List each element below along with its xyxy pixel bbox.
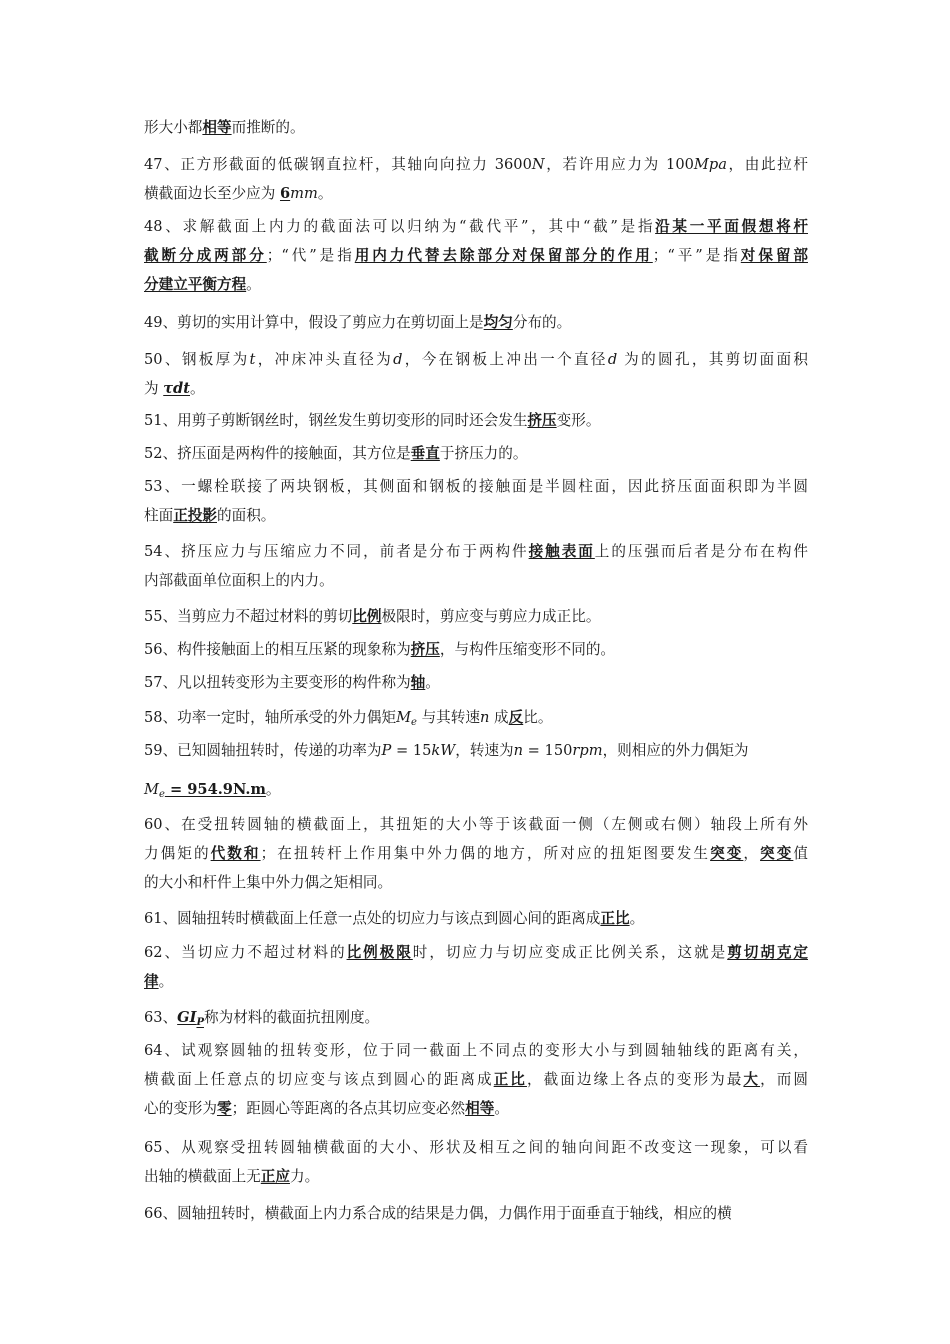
text-run: M: [144, 781, 159, 798]
text-run: 53、一螺栓联接了两块钢板，其侧面和钢板的接触面是半圆柱面，因此挤压面面积即为半圆: [144, 478, 808, 495]
text-line: [144, 967, 808, 996]
text-run: 而推断的。: [231, 119, 305, 136]
text-line: [144, 810, 808, 839]
text-run: 。: [190, 380, 205, 397]
text-line: [144, 904, 808, 933]
text-run: 心的变形为: [144, 1100, 217, 1117]
question-63: [144, 1003, 808, 1032]
question-56: [144, 635, 808, 664]
text-line: [144, 406, 808, 435]
question-61: [144, 904, 808, 933]
text-line: [144, 374, 808, 403]
answer-blank: 均匀: [483, 314, 513, 331]
text-line: [144, 1036, 808, 1065]
text-run: ，若许用应力为 100: [544, 156, 694, 173]
text-run: 横截面边长至少应为: [144, 185, 280, 202]
text-line: [144, 345, 808, 374]
text-run: ，: [743, 845, 761, 862]
text-run: 为的圆孔，其剪切面面积: [617, 351, 808, 368]
text-run: ，截面边缘上各点的变形为最: [526, 1071, 744, 1088]
text-run: 61、圆轴扭转时横截面上任意一点处的切应力与该点到圆心间的距离成: [144, 910, 601, 927]
text-line: [144, 1162, 808, 1191]
question-51: [144, 406, 808, 435]
answer-blank: 剪切胡克定: [727, 944, 808, 961]
text-run: kW: [431, 742, 456, 759]
text-line: [144, 537, 808, 566]
answer-blank: 大: [743, 1071, 761, 1088]
answer-blank: 正比: [493, 1071, 527, 1088]
text-run: d: [393, 351, 403, 368]
text-line: [144, 113, 808, 142]
text-run: t: [249, 351, 256, 368]
answer-blank: 接触表面: [528, 543, 595, 560]
text-run: 54、挤压应力与压缩应力不同，前者是分布于两构件: [144, 543, 529, 560]
answer-blank: 相等: [465, 1100, 495, 1117]
text-line: [144, 270, 808, 299]
text-run: 58、功率一定时，轴所承受的外力偶矩: [144, 709, 397, 726]
text-run: rpm: [572, 742, 603, 759]
text-run: 66、圆轴扭转时，横截面上内力系合成的结果是力偶，力偶作用于面垂直于轴线，相应的横: [144, 1205, 732, 1222]
answer-blank: GI: [177, 1009, 197, 1026]
text-run: ，与构件压缩变形不同的。: [439, 641, 616, 658]
text-run: ，今在钢板上冲出一个直径: [402, 351, 608, 368]
answer-blank: 正比: [600, 910, 630, 927]
text-run: 为: [144, 380, 164, 397]
text-run: 48、求解截面上内力的截面法可以归纳为“截代平”，其中“截”是指: [144, 218, 656, 235]
text-run: e: [158, 789, 165, 800]
text-run: 。: [629, 910, 645, 927]
text-line: [144, 703, 808, 732]
text-run: ，转速为: [455, 742, 514, 759]
text-run: 。: [425, 674, 440, 691]
answer-blank: 反: [508, 709, 524, 726]
text-line: [144, 212, 808, 241]
question-54: [144, 537, 808, 595]
text-run: M: [396, 709, 412, 726]
text-line: [144, 602, 808, 631]
text-run: 称为材料的截面抗扭刚度。: [204, 1009, 380, 1026]
text-run: = 15: [391, 742, 432, 759]
answer-blank: 相等: [202, 119, 232, 136]
answer-blank: 沿某一平面假想将杆: [655, 218, 808, 235]
question-58: [144, 703, 808, 732]
answer-blank: 零: [216, 1100, 232, 1117]
answer-blank: 用内力代替去除部分对保留部分的作用: [354, 247, 653, 264]
answer-blank: 突变: [710, 845, 744, 862]
text-run: 分布的。: [512, 314, 572, 331]
question-66: [144, 1199, 808, 1228]
answer-blank: 挤压: [527, 412, 557, 429]
text-line: [144, 566, 808, 595]
text-run: 变形。: [556, 412, 601, 429]
answer-blank: 6: [279, 185, 291, 202]
text-line: [144, 635, 808, 664]
text-run: 时，切应力与切应变成正比例关系，这就是: [412, 944, 728, 961]
text-line: [144, 439, 808, 468]
text-run: ，则相应的外力偶矩为: [602, 742, 749, 759]
text-line: [144, 179, 808, 208]
text-run: 56、构件接触面上的相互压紧的现象称为: [144, 641, 411, 658]
text-line: [144, 1003, 808, 1032]
text-line: [144, 1199, 808, 1228]
text-run: ；在扭转杆上作用集中外力偶的地方，所对应的扭矩图要发生: [260, 845, 711, 862]
text-run: = 150: [523, 742, 573, 759]
text-run: 柱面: [144, 507, 174, 524]
text-run: 出轴的横截面上无: [144, 1168, 261, 1185]
text-run: 力。: [289, 1168, 320, 1185]
question-59: [144, 736, 808, 765]
text-run: Mpa: [693, 156, 727, 173]
question-49: [144, 308, 808, 337]
question-55: [144, 602, 808, 631]
text-line: [144, 1094, 808, 1123]
question-57: [144, 668, 808, 697]
text-line: [144, 241, 808, 270]
text-run: 形大小都: [144, 119, 203, 136]
text-run: 的面积。: [217, 507, 276, 524]
text-run: ，而圆: [760, 1071, 808, 1088]
answer-blank: 对保留部: [740, 247, 808, 264]
text-run: 极限时，剪应变与剪应力成正比。: [381, 608, 601, 625]
answer-blank: 挤压: [410, 641, 440, 658]
text-run: N: [531, 156, 545, 173]
text-line: [144, 668, 808, 697]
answer-blank: 正应: [260, 1168, 290, 1185]
answer-blank: 正投影: [173, 507, 217, 524]
text-run: 上的压强而后者是分布在构件: [594, 543, 808, 560]
text-run: 比。: [523, 709, 553, 726]
answer-blank: 比例: [352, 608, 382, 625]
text-line: [144, 839, 808, 868]
question-62: [144, 938, 808, 996]
text-run: 。: [158, 973, 174, 990]
text-line: [144, 1133, 808, 1162]
answer-blank: P: [196, 1017, 204, 1028]
text-run: 力偶矩的: [144, 845, 211, 862]
text-run: 。: [265, 781, 281, 798]
text-run: 横截面上任意点的切应变与该点到圆心的距离成: [144, 1071, 494, 1088]
text-run: 51、用剪子剪断钢丝时，钢丝发生剪切变形的同时还会发生: [144, 412, 528, 429]
question-47: [144, 150, 808, 208]
text-run: 50、钢板厚为: [144, 351, 250, 368]
text-run: 59、已知圆轴扭转时，传递的功率为: [144, 742, 382, 759]
text-run: 57、凡以扭转变形为主要变形的构件称为: [144, 674, 411, 691]
text-line: [144, 501, 808, 530]
answer-blank: τdt: [163, 380, 190, 397]
text-line: [144, 775, 808, 804]
text-run: 52、挤压面是两构件的接触面，其方位是: [144, 445, 411, 462]
text-run: 值: [793, 845, 808, 862]
answer-blank: = 954.9N.m: [164, 781, 266, 798]
text-line: [144, 308, 808, 337]
text-run: 63、: [144, 1009, 178, 1026]
text-run: 。: [494, 1100, 509, 1117]
text-line: [144, 1065, 808, 1094]
answer-blank: 垂直: [410, 445, 440, 462]
text-run: n: [513, 742, 524, 759]
text-run: d: [607, 351, 618, 368]
text-line: [144, 938, 808, 967]
text-run: 于挤压力的。: [439, 445, 528, 462]
question-59-answer: [144, 775, 808, 804]
text-run: ；距圆心等距离的各点其切应变必然: [231, 1100, 466, 1117]
question-53: [144, 472, 808, 530]
text-run: 内部截面单位面积上的内力。: [144, 572, 334, 589]
question-50: [144, 345, 808, 403]
text-run: mm: [290, 185, 318, 202]
text-line: [144, 736, 808, 765]
text-run: 与其转速: [416, 709, 480, 726]
text-run: e: [411, 717, 417, 728]
text-line: [144, 472, 808, 501]
question-64: [144, 1036, 808, 1123]
answer-blank: 分建立平衡方程: [144, 276, 247, 293]
answer-blank: 比例极限: [346, 944, 413, 961]
text-run: 49、剪切的实用计算中，假设了剪应力在剪切面上是: [144, 314, 484, 331]
text-run: 成: [489, 709, 509, 726]
answer-blank: 轴: [410, 674, 426, 691]
text-run: ；“代”是指: [266, 247, 355, 264]
answer-blank: 截断分成两部分: [144, 247, 267, 264]
text-run: 60、在受扭转圆轴的横截面上，其扭矩的大小等于该截面一侧（左侧或右侧）轴段上所有外: [144, 816, 808, 833]
text-run: 62、当切应力不超过材料的: [144, 944, 347, 961]
text-run: 47、正方形截面的低碳钢直拉杆，其轴向向拉力 3600: [144, 156, 532, 173]
question-65: [144, 1133, 808, 1191]
paragraph-46-end: [144, 113, 808, 142]
text-run: n: [479, 709, 490, 726]
question-48: [144, 212, 808, 299]
answer-blank: 代数和: [210, 845, 261, 862]
text-run: 。: [246, 276, 261, 293]
text-run: 的大小和杆件上集中外力偶之矩相同。: [144, 874, 393, 891]
text-run: 。: [317, 185, 333, 202]
text-run: ，由此拉杆: [726, 156, 808, 173]
text-run: P: [381, 742, 392, 759]
text-line: [144, 150, 808, 179]
text-run: ，冲床冲头直径为: [255, 351, 394, 368]
text-run: 65、从观察受扭转圆轴横截面的大小、形状及相互之间的轴向间距不改变这一现象，可以看: [144, 1139, 808, 1156]
text-line: [144, 868, 808, 897]
text-run: 55、当剪应力不超过材料的剪切: [144, 608, 353, 625]
text-run: ；“平”是指: [652, 247, 741, 264]
question-52: [144, 439, 808, 468]
question-60: [144, 810, 808, 897]
text-run: 64、试观察圆轴的扭转变形，位于同一截面上不同点的变形大小与到圆轴轴线的距离有关，: [144, 1042, 808, 1059]
answer-blank: 突变: [760, 845, 794, 862]
answer-blank: 律: [144, 973, 159, 990]
